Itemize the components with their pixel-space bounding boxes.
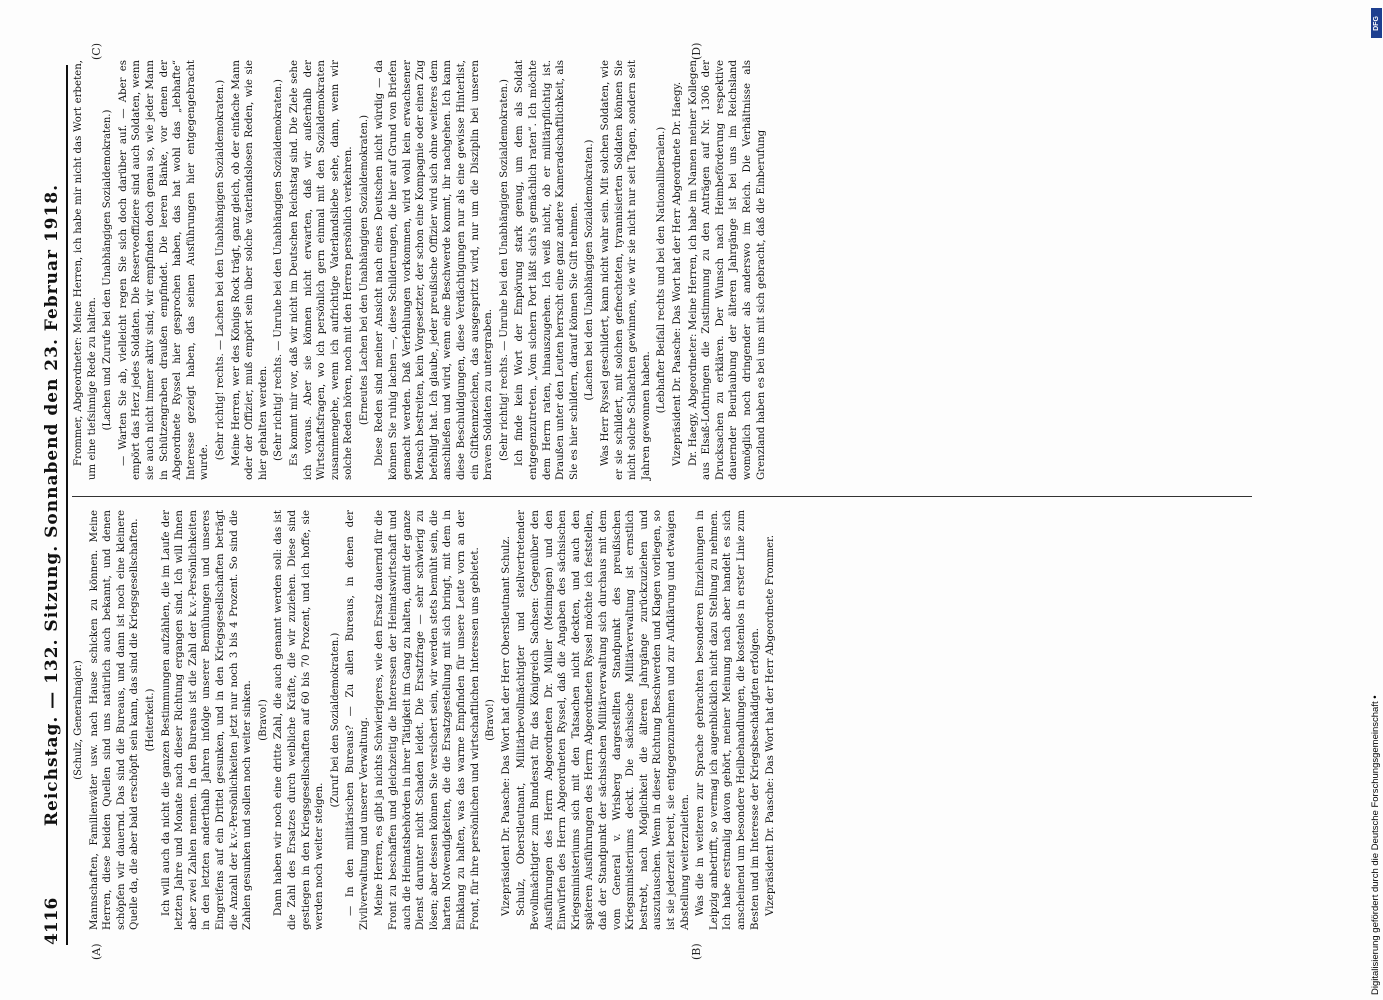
right-paragraph: Was Herr Ryssel geschildert, kann nicht wahr sein. Mit solchen Soldaten, wie er sie schildert, mit solchen gefnechteten, tyrannisierten Soldaten können Sie nicht solche Schlachten gewinnen, wie wir sie nicht nur seit Tagen, sondern seit Jahren gewonnen haben.	[599, 60, 652, 480]
page-header	[40, 65, 68, 945]
left-interjection: (Bravo!)	[485, 699, 497, 741]
left-paragraph: Schulz, Oberstleutnant, Militärbevollmächtigter und stellvertretender Bevollmächtigter zum Bundesrat für das Königreich Sachsen: Gegenüber den Ausführungen des Herrn Abgeordneten Dr. Müller (Meiningen) und den Einwürfen des Herrn Abgeordneten Ryssel, daß die Angaben des sächsischen Kriegsministeriums sich mit den Tatsachen nicht deckten, und auch den späteren Ausführungen des Herrn Abgeordneten Ryssel möchte ich feststellen, daß der Standpunkt der sächsischen Militärverwaltung sich durchaus mit dem vom General v. Wrisberg dargestellten Standpunkt des preußischen Kriegsministeriums deckt. Die sächsische Militärverwaltung ist ernstlich bestrebt, nach Möglichkeit die älteren Jahrgänge zurückzuziehen und auszutauschen. Wenn in dieser Richtung Beschwerden und Klagen vorliegen, so ist sie jederzeit bereit, sie entgegenzunehmen und zur Aufklärung und etwaigen Abstellung weiterzuleiten.	[516, 510, 691, 930]
left-paragraph: Ich will auch da nicht die ganzen Bestimmungen aufzählen, die im Laufe der letzten Jahre und Monate nach dieser Richtung ergangen sind. Ich will Ihnen aber zwei Zahlen nennen. In den Bureaus ist die Zahl der k.v.-Persönlichkeiten in den letzten anderthalb Jahren infolge unserer Bemühungen und unseres Eingreifens auf ein Drittel gesunken, und in den Kriegsgesellschaften beträgt die Anzahl der k.v.-Persönlichkeiten jetzt nur noch 3 bis 4 Prozent. So sind die Zahlen gesunken und sollen noch weiter sinken.	[160, 510, 254, 930]
running-head: (Schulz, Generalmajor.)	[73, 660, 84, 780]
right-interjection: (Sehr richtig! rechts. — Unruhe bei den Unabhängigen Sozialdemokraten.)	[498, 79, 510, 461]
right-interjection: (Lebhafter Beifall rechts und bei den Nationalliberalen.)	[656, 126, 668, 414]
right-paragraph: Es kommt mir vor, daß wir nicht im Deutschen Reichstag sind. Die Ziele sehe ich voraus. Aber sie können nicht erwarten, daß wir außerhalb der Wirtschaftsfragen, wo ich persönlich gern einmal mit den Sozialdemokraten zusammengehe, wenn ich aufrichtige Vaterlandsliebe sehe, dann, wenn wir solche Reden hören, noch mit den Herren persönlich verkehren.	[288, 60, 355, 480]
margin-mark-a: (A)	[90, 943, 103, 960]
right-paragraph: Diese Reden sind meiner Ansicht nach eines Deutschen nicht würdig — da können Sie ruhig lachen —, diese Schilderungen, die hier auf Grund von Briefen gemacht werden. Daß Verfehlungen vorkommen, wird wohl kein erwachsener Mensch bestreiten, kein Vorgesetzter, der schon eine Kompagnie oder einen Zug befehligt hat. Ich glaube, jeder preußische Offizier wird sich ohne weiteres dem anschließen und wird, wenn eine Beschwerde kommt, ihr nachgehen. Ich kann diese Beschuldigungen, diese Verdächtigungen nur als eine gewisse Hinterlist, ein Giftkennzeichen, das ausgespritzt wird, nur um die Disziplin bei unseren braven Soldaten zu untergraben.	[374, 60, 495, 480]
dfg-logo	[1371, 8, 1382, 38]
right-interjection: (Erneutes Lachen bei den Unabhängigen Sozialdemokraten.)	[358, 114, 370, 426]
left-interjection: (Zuruf bei den Sozialdemokraten.)	[329, 632, 341, 808]
left-paragraph: Was die in weiteren zur Sprache gebrachten besonderen Einziehungen in Leipzig anbetrifft, so vermag ich augenblicklich nicht dazu Stellung zu nehmen. Ich habe erstmalig davon gehört, meiner Meinung nach aber handelt es sich anscheinend um besondere Heilbehandlungen, die kostenlos in erster Linie zum Besten und im Interesse der Kriegsbeschädigten erfolgen.	[695, 510, 761, 930]
page-number: 4116	[42, 897, 62, 945]
column-divider	[72, 496, 1252, 497]
digitization-stamp: Digitalisierung gefördert durch die Deutsche Forschungsgemeinschaft •	[1370, 695, 1381, 995]
right-column	[72, 60, 770, 480]
right-interjection: (Lachen und Zurufe bei den Unabhängigen Sozialdemokraten.)	[102, 109, 114, 431]
right-interjection: (Sehr richtig! rechts. — Unruhe bei den Unabhängigen Sozialdemokraten.)	[273, 79, 285, 461]
left-paragraph: Meine Herren, es gibt ja nichts Schwierigeres, wie den Ersatz dauernd für die Front zu beschaffen und gleichzeitig die Interessen der Heimatswirtschaft und auch die Heimatsbehörden in ihrer Tätigkeit im Gang zu halten, damit der ganze Dienst darunter nicht Schaden leidet. Die Ersatzfrage — sehr schwierig zu lösen; aber dessen können Sie versichert sein, wir werden stets bemüht sein, die harten Notwendigkeiten, die die Ersatzgestellung mit sich bringt, mit dem in Einklang zu halten, was das warme Empfinden für unsere Leute vorn an der Front, für ihre persönlichen und wirtschaftlichen Interessen uns gebietet.	[374, 510, 481, 930]
left-paragraph: — In den militärischen Bureaus? — Zu allen Bureaus, in denen der Zivilverwaltung und unserer Verwaltung.	[345, 510, 370, 930]
margin-mark-d: (D)	[690, 42, 703, 60]
right-paragraph: Dr. Haegy, Abgeordneter: Meine Herren, ich habe im Namen meiner Kollegen aus Elsaß-Lothringen die Zustimmung zu den Anträgen auf Nr. 1306 der Drucksachen zu erklären. Der Wunsch nach Heimbeförderung respektive dauernder Beurlaubung der älteren Jahrgänge ist bei uns im Reichsland womöglich noch dringender als anderswo im Reich. Die Verhältnisse als Grenzland haben es bei uns mit sich gebracht, daß die Einberufung	[687, 60, 767, 480]
left-interjection: (Heiterkeit.)	[144, 688, 156, 752]
left-paragraph: Mannschaften, Familienväter usw. nach Hause schicken zu können. Meine Herren, diese beiden Quellen sind uns natürlich auch bekannt, und denen schöpfen wir dauernd. Das sind die Bureaus, und dann ist noch eine kleinere Quelle da, die aber bald erschöpft sein kann, das sind die Kriegsgesellschaften.	[88, 510, 141, 930]
right-paragraph: Meine Herren, wer des Königs Rock trägt, ganz gleich, ob der einfache Mann oder der Offizier, muß empört sein über solche vaterlandslosen Reden, wie sie hier gehalten werden.	[230, 60, 269, 480]
right-paragraph: Ich finde kein Wort der Empörung stark genug, um dem als Soldat entgegenzutreten. „Vom sichern Port läßt sich's gemächlich raten“. Ich möchte dem Herrn raten, hinauszugehen. Ich weiß nicht, ob er militärpflichtig ist. Draußen unter den Leuten herrscht eine ganz andere Kameradschaftlichkeit, als Sie es hier schildern, darauf können Sie Gift nehmen.	[514, 60, 580, 480]
left-paragraph: Dann haben wir noch eine dritte Zahl, die auch genannt werden soll: das ist die Zahl des Ersatzes durch weibliche Kräfte, die wir zuziehen. Diese sind gestiegen in den Kriegsgesellschaften auf 60 bis 70 Prozent, und ich hoffe, sie werden noch weiter steigen.	[273, 510, 326, 930]
right-paragraph: Frommer, Abgeordneter: Meine Herren, ich habe mir nicht das Wort erbeten, um eine tiefsinnige Rede zu halten.	[73, 60, 98, 480]
right-speaker-announcement: Vizepräsident Dr. Paasche: Das Wort hat der Herr Abgeordnete Dr. Haegy.	[671, 81, 683, 466]
margin-mark-c: (C)	[90, 43, 103, 60]
right-paragraph: — Warten Sie ab, vielleicht regen Sie sich doch darüber auf. — Aber es empört das Herz jedes Soldaten. Die Reserveoffiziere sind auch Soldaten, wenn sie auch nicht immer aktiv sind; wir empfinden doch genau so, wie jeder Mann in Schützengraben draußen empfindet. Die leeren Bänke, vor denen der Abgeordnete Ryssel hier gesprochen haben, das hat wohl das „lebhafte“ Interesse gezeigt haben, das seinen Ausführungen hier entgegengebracht wurde.	[117, 60, 211, 480]
right-interjection: (Sehr richtig! rechts. — Lachen bei den Unabhängigen Sozialdemokraten.)	[214, 79, 226, 461]
right-interjection: (Lachen bei den Unabhängigen Sozialdemokraten.)	[584, 139, 596, 401]
left-interjection: (Bravo!)	[257, 699, 269, 741]
left-speaker-announcement: Vizepräsident Dr. Paasche: Das Wort hat der Herr Abgeordnete Frommer.	[765, 534, 777, 916]
dfg-logo-text: DFG	[1373, 15, 1380, 31]
margin-mark-b: (B)	[690, 943, 703, 960]
page-title: Reichstag. — 132. Sitzung. Sonnabend den 23. Februar 1918.	[42, 183, 62, 827]
left-column	[72, 510, 780, 930]
left-speaker-announcement: Vizepräsident Dr. Paasche: Das Wort hat der Herr Oberstleutnant Schulz.	[500, 536, 512, 916]
